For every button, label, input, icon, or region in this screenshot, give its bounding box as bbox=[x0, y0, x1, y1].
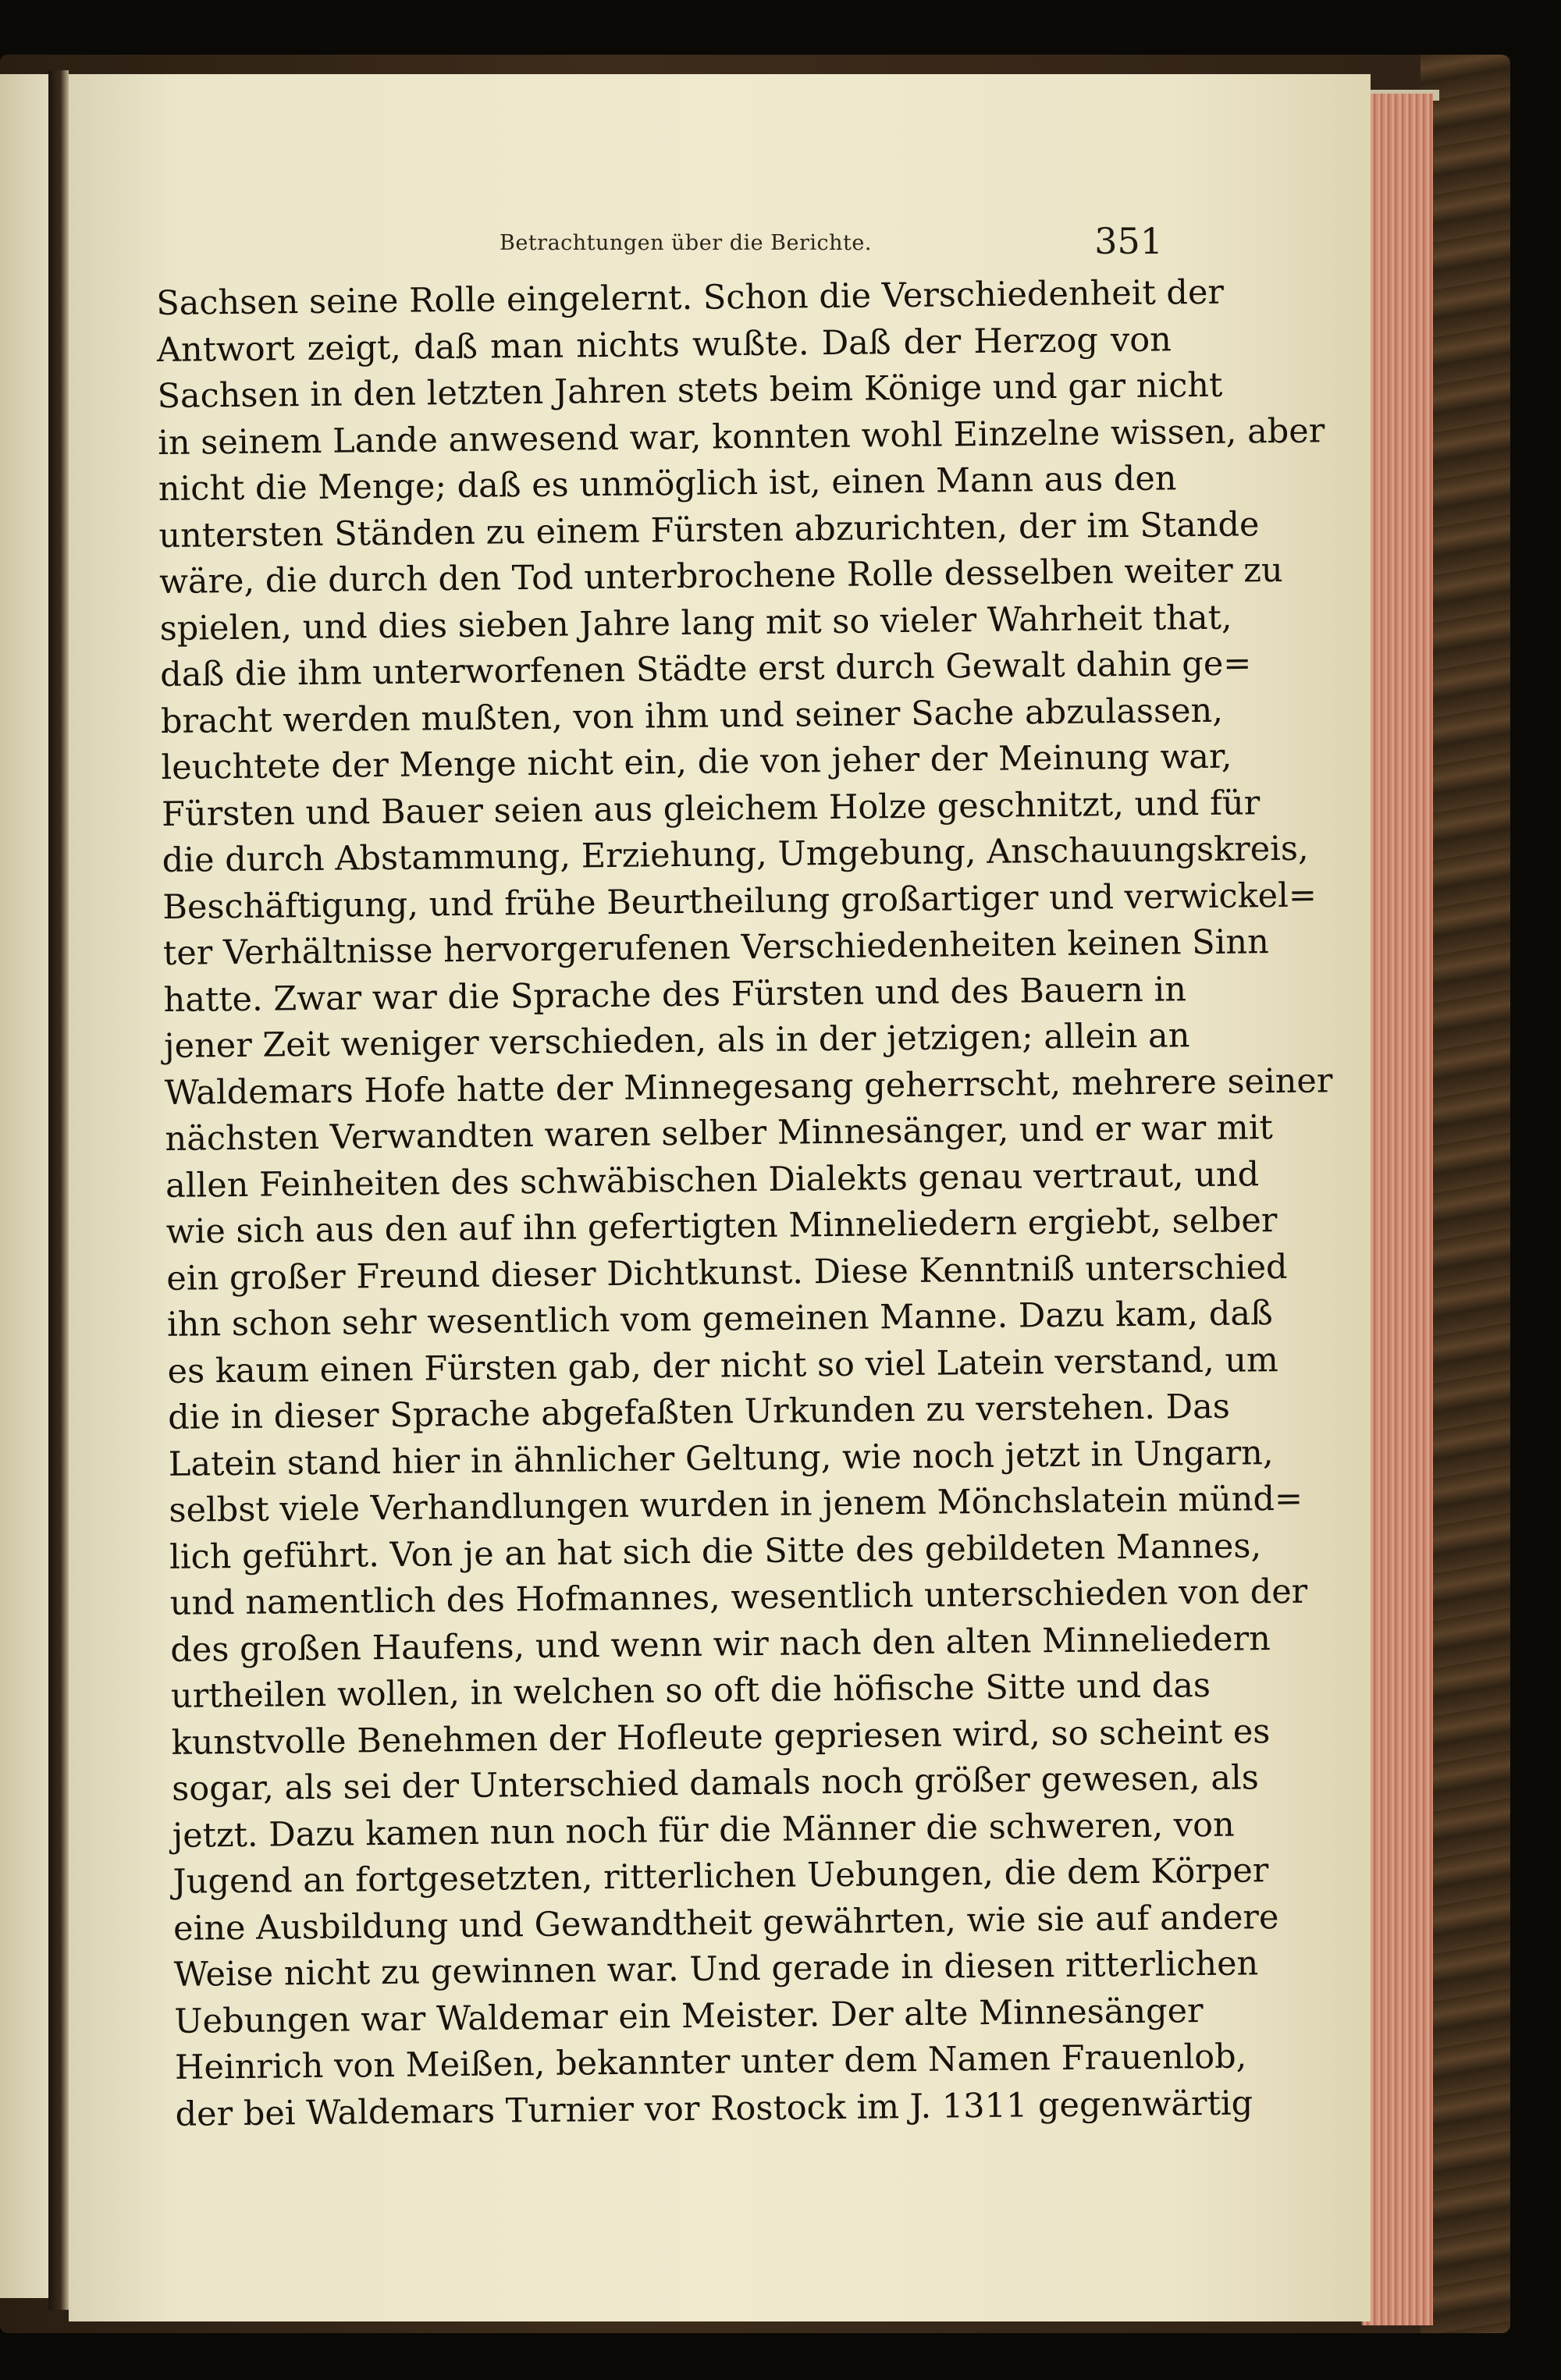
text-line: Latein stand hier in ähnlicher Geltung, wie noch jetzt in Ungarn, bbox=[168, 1433, 1274, 1484]
text-line: des großen Haufens, und wenn wir nach den alten Minneliedern bbox=[170, 1618, 1271, 1670]
book-gutter bbox=[48, 70, 69, 2310]
running-title: Betrachtungen über die Berichte. bbox=[500, 231, 872, 255]
text-line: nächsten Verwandten waren selber Minnesänger, und er war mit bbox=[165, 1108, 1273, 1159]
text-line: ihn schon sehr wesentlich vom gemeinen Manne. Dazu kam, daß bbox=[166, 1294, 1273, 1345]
text-line: Sachsen in den letzten Jahren stets beim Könige und gar nicht bbox=[157, 365, 1223, 416]
text-line: daß die ihm unterworfenen Städte erst durch Gewalt dahin ge= bbox=[160, 644, 1252, 694]
page-stack-edge bbox=[1361, 94, 1433, 2325]
text-line: spielen, und dies sieben Jahre lang mit so vieler Wahrheit that, bbox=[159, 598, 1232, 648]
text-line: Weise nicht zu gewinnen war. Und gerade in diesen ritterlichen bbox=[173, 1944, 1259, 1995]
previous-page-edge bbox=[0, 74, 48, 2298]
text-line: kunstvolle Benehmen der Hofleute gepriesen wird, so scheint es bbox=[171, 1711, 1271, 1763]
text-line: Heinrich von Meißen, bekannter unter dem Namen Frauenlob, bbox=[174, 2037, 1247, 2087]
text-line: die durch Abstammung, Erziehung, Umgebung, Anschauungskreis, bbox=[162, 829, 1309, 880]
text-line: ter Verhältnisse hervorgerufenen Verschiedenheiten keinen Sinn bbox=[162, 922, 1270, 973]
text-line: Uebungen war Waldemar ein Meister. Der alte Minnesänger bbox=[174, 1991, 1204, 2041]
text-line: der bei Waldemars Turnier vor Rostock im J. 1311 gegenwärtig bbox=[175, 2083, 1253, 2134]
text-line: es kaum einen Fürsten gab, der nicht so viel Latein verstand, um bbox=[167, 1340, 1279, 1391]
text-line: nicht die Menge; daß es unmöglich ist, einen Mann aus den bbox=[158, 459, 1177, 509]
text-line: allen Feinheiten des schwäbischen Dialekts genau vertraut, und bbox=[165, 1154, 1260, 1206]
page-number: 351 bbox=[1094, 220, 1163, 262]
page-header bbox=[500, 220, 1163, 265]
text-line: Beschäftigung, und frühe Beurtheilung großartiger und verwickel= bbox=[162, 875, 1317, 927]
text-line: eine Ausbildung und Gewandtheit gewährten, wie sie auf andere bbox=[172, 1897, 1279, 1948]
text-line: und namentlich des Hofmannes, wesentlich unterschieden von der bbox=[169, 1572, 1308, 1623]
text-line: lich geführt. Von je an hat sich die Sitte des gebildeten Mannes, bbox=[169, 1526, 1262, 1577]
body-text bbox=[156, 270, 1333, 2137]
text-line: selbst viele Verhandlungen wurden in jenem Mönchslatein münd= bbox=[169, 1479, 1303, 1530]
text-line: die in dieser Sprache abgefaßten Urkunden zu verstehen. Das bbox=[167, 1387, 1231, 1437]
text-line: wie sich aus den auf ihn gefertigten Minneliedern ergiebt, selber bbox=[165, 1201, 1278, 1252]
text-line: Fürsten und Bauer seien aus gleichem Holze geschnitzt, und für bbox=[161, 783, 1261, 834]
text-line: jener Zeit weniger verschieden, als in der jetzigen; allein an bbox=[164, 1016, 1190, 1066]
text-line: wäre, die durch den Tod unterbrochene Rolle desselben weiter zu bbox=[158, 550, 1283, 602]
text-line: hatte. Zwar war die Sprache des Fürsten und des Bauern in bbox=[163, 969, 1187, 1020]
text-line: bracht werden mußten, von ihm und seiner Sache abzulassen, bbox=[160, 691, 1224, 741]
book-cover-edge bbox=[1421, 55, 1510, 2333]
text-line: Sachsen seine Rolle eingelernt. Schon die Verschiedenheit der bbox=[156, 272, 1225, 323]
text-line: Jugend an fortgesetzten, ritterlichen Uebungen, die dem Körper bbox=[172, 1851, 1269, 1902]
text-line: sogar, als sei der Unterschied damals noch größer gewesen, als bbox=[171, 1758, 1260, 1809]
text-line: in seinem Lande anwesend war, konnten wohl Einzelne wissen, aber bbox=[157, 410, 1325, 463]
text-line: ein großer Freund dieser Dichtkunst. Diese Kenntniß unterschied bbox=[166, 1247, 1288, 1298]
text-line: jetzt. Dazu kamen nun noch für die Männer die schweren, von bbox=[172, 1805, 1235, 1856]
text-line: Antwort zeigt, daß man nichts wußte. Daß der Herzog von bbox=[156, 319, 1172, 370]
text-line: urtheilen wollen, in welchen so oft die höfische Sitte und das bbox=[170, 1665, 1211, 1716]
text-line: Waldemars Hofe hatte der Minnegesang geherrscht, mehrere seiner bbox=[164, 1060, 1333, 1113]
text-line: leuchtete der Menge nicht ein, die von jeher der Meinung war, bbox=[161, 737, 1232, 787]
text-line: untersten Ständen zu einem Fürsten abzurichten, der im Stande bbox=[158, 504, 1260, 556]
